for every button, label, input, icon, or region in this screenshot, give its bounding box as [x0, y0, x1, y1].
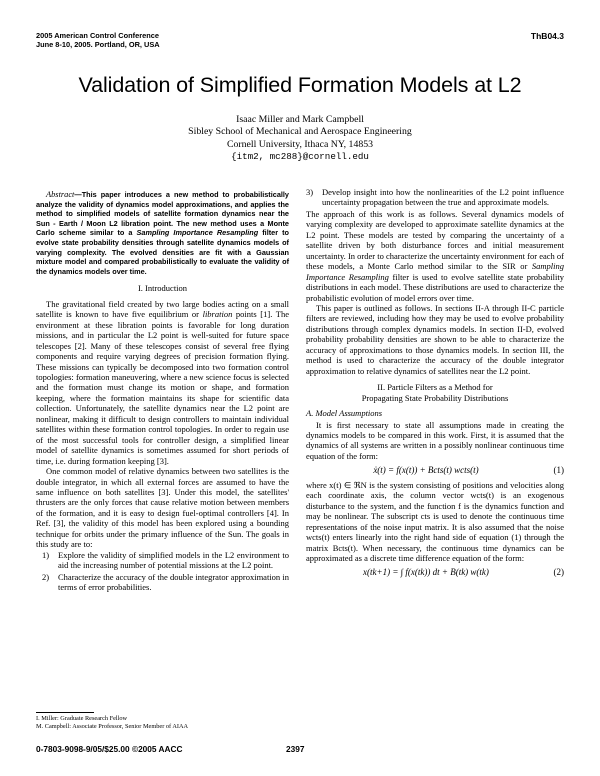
conference-location: June 8-10, 2005. Portland, OR, USA [36, 40, 160, 49]
intro-p3-text-a: The approach of this work is as follows. Several dynamics models of varying complexity are developed to approximate satellite dynamics at the L2 point. These models are tested by comparing the uncertainty of a satellite driven by both disturbance forces and initial measurement uncertainty. In order to characterize the uncertainty environment for each of these models, a Monte Carlo method similar to the SIR or [306, 208, 564, 272]
goal-item [36, 572, 289, 593]
author-block [0, 114, 600, 163]
author-emails: {itm2, mc288}@cornell.edu [231, 150, 369, 162]
equation-2 [306, 567, 564, 577]
intro-paragraph-2: One common model of relative dynamics between two satellites is the double integrator, in which all external forces are assumed to have the same influence on both satellites [3]. Under this model, the satellites' thrusters are the only forces that cause relative motion between members of the formation, and it is easy to design fuel-optimal controllers [4]. In Ref. [3], the validity of this model has been explored using a bounding technique for orbits under the primary influence of the Sun. The goals in this study are to: [36, 466, 289, 550]
session-code: ThB04.3 [530, 31, 564, 41]
intro-p1-text-a: The gravitational field created by two large bodies acting on a small satellite is known to have five equilibrium or [36, 298, 289, 320]
intro-paragraph-3 [306, 209, 564, 303]
footer-isbn: 0-7803-9098-9/05/$25.00 ©2005 AACC [36, 744, 183, 754]
abstract [36, 190, 289, 276]
goal-text: Explore the validity of simplified models in the L2 environment to aid the increasing number of potential missions at the L2 point. [58, 549, 289, 571]
conference-header [36, 31, 160, 49]
equation-2-number: (2) [553, 567, 564, 578]
abstract-label: Abstract [46, 190, 75, 199]
intro-p1-emphasis: libration [202, 309, 233, 320]
section-heading-introduction: I. Introduction [137, 283, 188, 294]
intro-p3-text-b: filter is used to evolve satellite state probability distributions in each model. These distributions are used to characterize the probabilistic evolution of model errors over time. [306, 271, 564, 303]
goal-text: Characterize the accuracy of the double integrator approximation in terms of error probabilities. [58, 571, 289, 593]
author-names: Isaac Miller and Mark Campbell [236, 114, 364, 125]
right-column [306, 187, 564, 582]
goal-text: Develop insight into how the nonlinearities of the L2 point influence uncertainty propagation between the true and approximate models. [322, 187, 564, 208]
goal-item [306, 187, 564, 208]
goal-number: 1) [42, 549, 50, 560]
section2-paragraph-1: It is first necessary to state all assumptions made in creating the dynamics models to be compared in this work. First, it is assumed that the dynamics of all systems are written in a possibly nonlinear continuous time equation of the form: [306, 419, 564, 461]
goal-item [36, 550, 289, 571]
intro-p1-text-b: points [1]. The environment at these libration points is favorable for long duration missions, and in particular the L2 point is well-suited for future space telescopes [2]. Many of these telescopes consist of several free flying components and require varying degrees of precision formation flying. These missions can typically be decomposed into two formation control topologies: formation maneuvering, where a new science focus is selected and the formation must change its motion or shape, and formation keeping, where the formation maintains its shape for scientific data collection. Unfortunately, the satellite dynamics near the L2 point are nonlinear, making it difficult to design controllers to maintain individual satellites within these formation control topologies. In order to regain use of the most successful tools for controller design, a simplified linear model of satellite dynamics is sometimes assumed for short periods of time, i.e. during formation keeping [3]. [36, 309, 289, 466]
author-address: Cornell University, Ithaca NY, 14853 [226, 138, 374, 150]
equation-1 [306, 465, 564, 475]
author-school: Sibley School of Mechanical and Aerospace Engineering [188, 126, 412, 138]
section-heading-line-2: Propagating State Probability Distributions [361, 392, 509, 403]
footnote-1: I. Miller: Graduate Research Fellow [36, 715, 128, 722]
intro-paragraph-1 [36, 299, 289, 466]
equation-2-body: x(tk+1) = ∫ f(x(tk)) dt + B(tk) w(tk) [363, 567, 489, 578]
goal-number: 3) [306, 187, 314, 197]
footnotes [36, 715, 289, 731]
section2-paragraph-2: where x(t) ∈ ℜN is the system consisting of positions and velocities along each coordinate axis, the column vector wcts(t) is an exogenous disturbance to the system, and the function f is the dynamics function and may be nonlinear. The subscript cts is used to denote the continuous time representations of the noise input matrix. It is also assumed that the noise wcts(t) enters linearly into the right hand side of equation (1) through the matrix Bcts(t). When necessary, the continuous time dynamics can be approximated as a discrete time difference equation of the form: [306, 479, 564, 563]
footnote-divider [36, 712, 94, 713]
page-number: 2397 [286, 744, 305, 754]
intro-p3-emphasis: Sampling Importance Resampling [306, 261, 564, 282]
subsection-heading-model-assumptions: A. Model Assumptions [306, 408, 383, 419]
abstract-emphasis: Sampling Importance Resampling [136, 228, 259, 238]
section-heading-particle-filters [306, 382, 564, 403]
equation-1-body: ẋ(t) = f(x(t)) + Bcts(t) wcts(t) [373, 465, 479, 476]
section-heading-line-1: II. Particle Filters as a Method for [377, 382, 493, 393]
abstract-text-2: filter to evolve state probability densities through satellite dynamics models of varying complexity. The evolved densities are fit with a Gaussian mixture model and compared probabilistically to evaluate the validity of the dynamics models over time. [36, 228, 289, 276]
abstract-text-1: This paper introduces a new method to probabilistically analyze the validity of dynamics model approximations, and applies the method to simplified models of satellite formation dynamics near the Sun - Earth / Moon L2 libration point. The new method uses a Monte Carlo scheme similar to a [36, 190, 289, 238]
intro-paragraph-4: This paper is outlined as follows. In sections II-A through II-C particle filters are reviewed, including how they may be used to evolve probability distributions through complex dynamics models. In section II-D, evolved probability probability densities are shown to be able to characterize the accuracy of approximations to those dynamics models. In section III, the method is used to characterize the accuracy of the double integrator approximation to relative dynamics of satellites near the L2 point. [306, 302, 564, 376]
conference-name: 2005 American Control Conference [36, 31, 159, 40]
paper-title: Validation of Simplified Formation Models at L2 [78, 73, 522, 97]
footnote-2: M. Campbell: Associate Professor, Senior Member of AIAA [36, 723, 189, 731]
left-column [36, 190, 289, 593]
equation-1-number: (1) [553, 465, 564, 476]
goal-number: 2) [42, 571, 50, 582]
abstract-dash: — [74, 190, 82, 199]
